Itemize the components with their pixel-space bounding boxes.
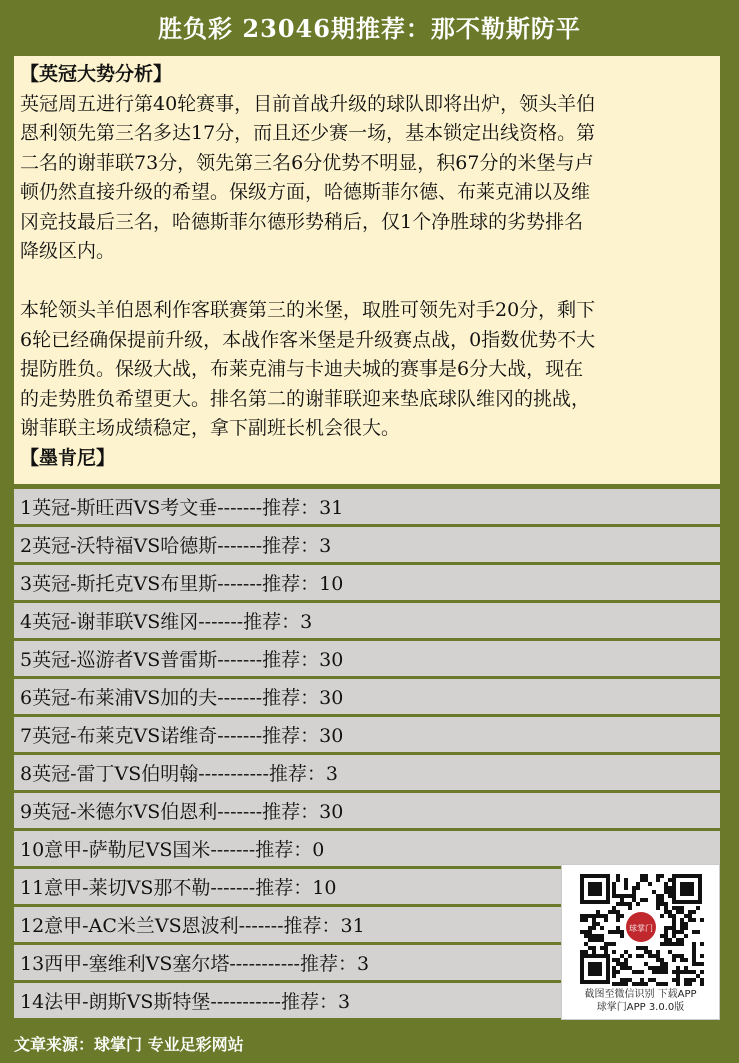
recommendation-row: 13西甲-塞维利VS塞尔塔-----------推荐：3 [14,945,720,980]
recommendation-row: 2英冠-沃特福VS哈德斯-------推荐：3 [14,527,720,562]
recommendation-row: 11意甲-莱切VS那不勒-------推荐：10 [14,869,720,904]
recommendation-row: 7英冠-布莱克VS诺维奇-------推荐：30 [14,717,720,752]
text-line: 谢菲联主场成绩稳定，拿下副班长机会很大。 [20,417,401,439]
analysis-paragraph-2 [20,296,714,444]
recommendation-row: 4英冠-谢菲联VS维冈-------推荐：3 [14,603,720,638]
recommendation-row: 5英冠-巡游者VS普雷斯-------推荐：30 [14,641,720,676]
text-line: 二名的谢菲联73分，领先第三名6分优势不明显，积67分的米堡与卢 [20,151,594,174]
recommendation-row: 8英冠-雷丁VS伯明翰-----------推荐：3 [14,755,720,790]
recommendation-row: 9英冠-米德尔VS伯恩利-------推荐：30 [14,793,720,828]
text-line: 的走势胜负希望更大。排名第二的谢菲联迎来垫底球队维冈的挑战， [20,387,591,410]
recommendation-row: 14法甲-朗斯VS斯特堡-----------推荐：3 [14,983,720,1018]
source-footer: 文章来源：球掌门 专业足彩网站 [14,1034,244,1054]
app-download-qr-panel[interactable] [561,864,720,1020]
text-line: 冈竞技最后三名，哈德斯菲尔德形势稍后，仅1个净胜球的劣势排名 [20,210,584,233]
text-line: 本轮领头羊伯恩利作客联赛第三的米堡，取胜可领先对手20分，剩下 [20,299,596,321]
recommendation-row: 6英冠-布莱浦VS加的夫-------推荐：30 [14,679,720,714]
recommendation-row: 1英冠-斯旺西VS考文垂-------推荐：31 [14,489,720,524]
page-title: 胜负彩 23046期推荐：那不勒斯防平 [158,13,581,43]
analysis-panel [14,56,720,484]
text-line: 英冠周五进行第40轮赛事，目前首战升级的球队即将出炉，领头羊伯 [20,92,596,115]
text-line: 顿仍然直接升级的希望。保级方面，哈德斯菲尔德、布莱克浦以及维 [20,181,591,203]
recommendation-row: 10意甲-萨勒尼VS国米-------推荐：0 [14,831,720,866]
text-line: 降级区内。 [20,240,116,262]
analysis-paragraph-1 [20,90,714,267]
text-line: 恩利领先第三名多达17分，而且还少赛一场，基本锁定出线资格。第 [20,122,596,144]
analysis-heading-2: 【墨肯尼】 [20,446,116,469]
qr-caption-1: 截图至微信识别 下载APP [584,989,697,1000]
text-line: 提防胜负。保级大战，布莱克浦与卡迪夫城的赛事是6分大战，现在 [20,358,584,380]
paragraph-gap [20,267,714,297]
qr-logo-text: 球掌门 [628,924,653,933]
qr-code-icon[interactable] [576,870,706,988]
recommendation-row: 12意甲-AC米兰VS恩波利-------推荐：31 [14,907,720,942]
analysis-heading: 【英冠大势分析】 [20,63,173,85]
recommendation-row: 3英冠-斯托克VS布里斯-------推荐：10 [14,565,720,600]
qr-caption-2: 球掌门APP 3.0.0版 [596,1002,685,1013]
text-line: 6轮已经确保提前升级，本战作客米堡是升级赛点战，0指数优势不大 [20,328,596,351]
